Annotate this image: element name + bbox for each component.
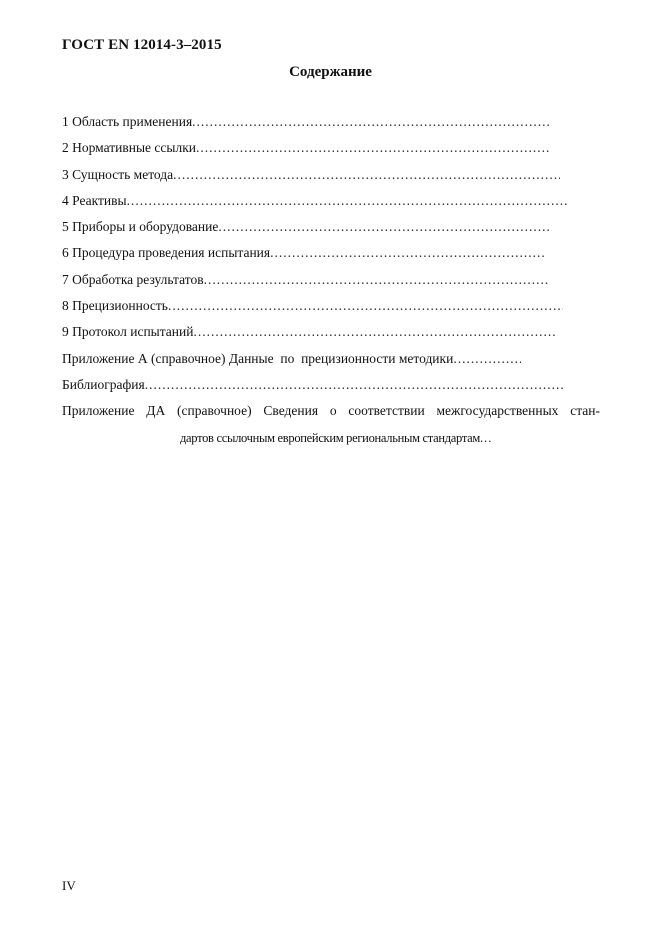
toc-entry-label: Приложение ДА (справочное) Сведения о соответствии межгосударственных стан- [62,403,600,419]
toc-entry[interactable] [62,109,602,135]
toc-entry[interactable] [62,293,602,319]
toc-entry-line [62,425,602,451]
toc-entry-label: Библиография [62,376,145,392]
toc-leader-dots [204,267,550,293]
toc-leader-dots [453,346,521,372]
toc-entry-label: 9 Протокол испытаний [62,324,194,340]
toc-leader-dots [218,214,552,240]
toc-entry[interactable] [62,162,602,188]
toc-entry[interactable] [62,372,602,398]
table-of-contents [62,109,602,451]
toc-leader-dots [145,372,563,398]
toc-entry-label: 7 Обработка результатов [62,271,204,287]
toc-leader-dots [196,135,551,161]
toc-entry[interactable] [62,188,602,214]
toc-leader-dots [127,188,567,214]
toc-entry[interactable] [62,214,602,240]
toc-entry[interactable] [62,346,602,372]
toc-entry[interactable] [62,135,602,161]
toc-entry[interactable] [62,240,602,266]
toc-entry-label: 1 Область применения [62,114,193,129]
toc-leader-dots [270,240,544,266]
toc-entry[interactable] [62,398,602,451]
toc-entry[interactable] [62,267,602,293]
toc-entry-line [62,398,600,424]
page-title: Содержание [289,64,372,80]
toc-entry-label: 4 Реактивы [62,192,127,208]
toc-leader-dots [480,425,492,451]
toc-leader-dots [193,319,557,345]
toc-leader-dots [192,109,552,135]
toc-entry-label: 6 Процедура проведения испытания [62,245,271,261]
toc-entry-label: 3 Сущность метода [62,166,174,182]
toc-entry-label-continued: дартов ссылочным европейским региональным стандартам [180,430,481,445]
page-number: IV [62,878,76,893]
toc-entry-label: 5 Приборы и оборудование [62,219,219,235]
toc-leader-dots [168,293,563,319]
toc-leader-dots [173,162,560,188]
toc-entry[interactable] [62,319,602,345]
toc-entry-label: Приложение А (справочное) Данные по прецизионности методики [62,350,454,366]
document-header: ГОСТ EN 12014-3–2015 [62,37,222,53]
toc-entry-label: 8 Прецизионность [62,298,168,314]
toc-entry-label: 2 Нормативные ссылки [62,140,196,156]
